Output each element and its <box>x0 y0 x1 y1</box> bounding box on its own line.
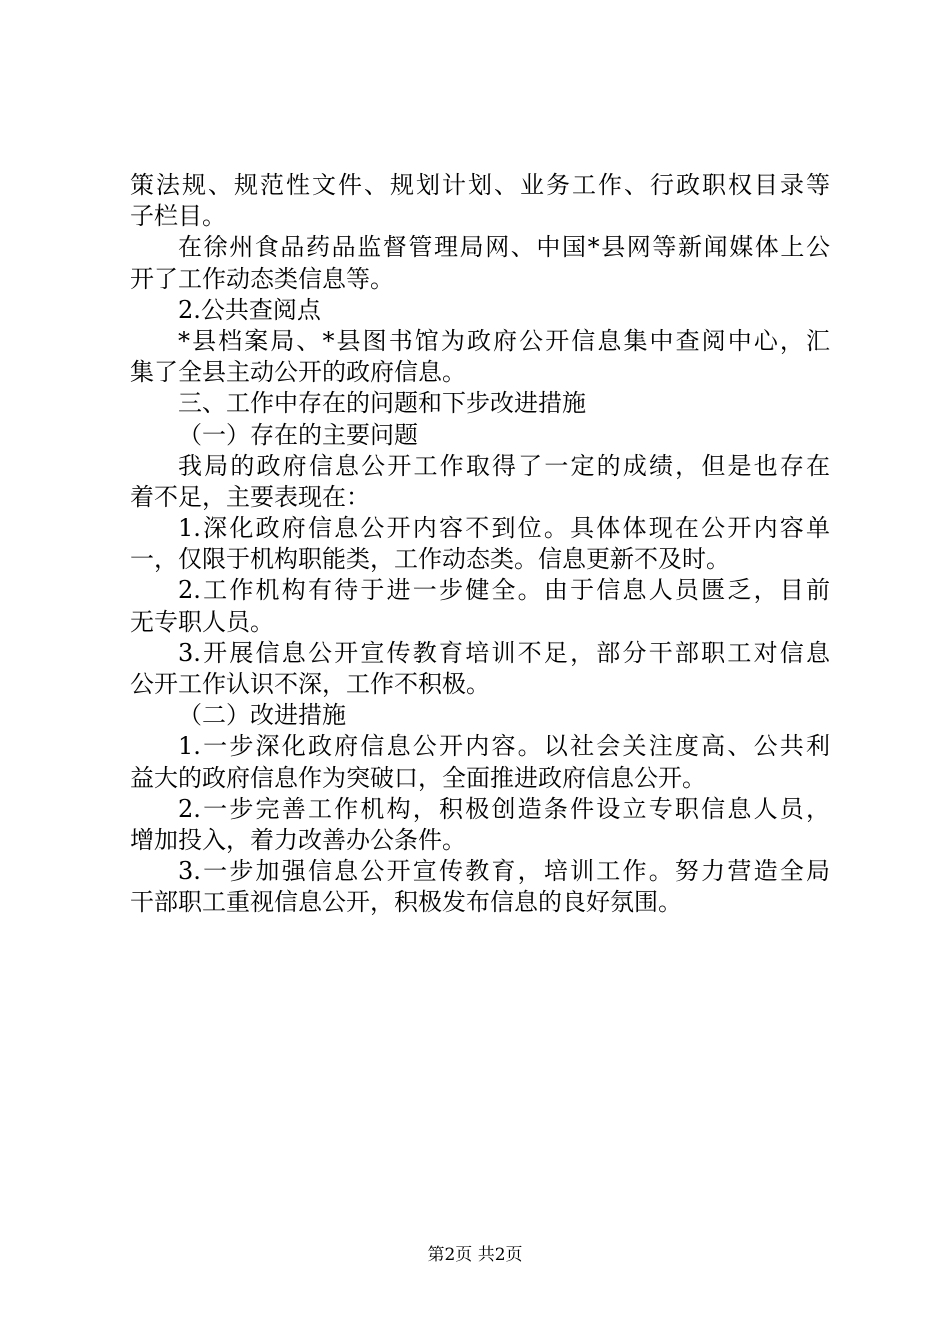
text-line: 2.一步完善工作机构，积极创造条件设立专职信息人员， <box>178 794 830 823</box>
text-line: 我局的政府信息公开工作取得了一定的成绩，但是也存在 <box>178 451 830 480</box>
text-line: 2.公共查阅点 <box>178 295 321 324</box>
text-line: 集了全县主动公开的政府信息。 <box>130 358 466 387</box>
text-line: 无专职人员。 <box>130 607 274 636</box>
text-line: 2.工作机构有待于进一步健全。由于信息人员匮乏，目前 <box>178 576 830 605</box>
text-line: 1.深化政府信息公开内容不到位。具体体现在公开内容单 <box>178 514 830 543</box>
text-line: 干部职工重视信息公开，积极发布信息的良好氛围。 <box>130 888 682 917</box>
page-footer: 第2页 共2页 <box>427 1245 523 1265</box>
text-line: 3.一步加强信息公开宣传教育，培训工作。努力营造全局 <box>178 857 830 886</box>
text-line: 1.一步深化政府信息公开内容。以社会关注度高、公共利 <box>178 732 830 761</box>
text-line: （二）改进措施 <box>178 701 346 730</box>
text-line: 在徐州食品药品监督管理局网、中国*县网等新闻媒体上公 <box>178 233 830 262</box>
text-line: 益大的政府信息作为突破口，全面推进政府信息公开。 <box>130 763 706 792</box>
text-line: 着不足，主要表现在： <box>130 482 370 511</box>
text-line: 三、工作中存在的问题和下步改进措施 <box>178 389 586 418</box>
document-body <box>130 170 830 919</box>
text-line: 子栏目。 <box>130 202 226 231</box>
text-line: 3.开展信息公开宣传教育培训不足，部分干部职工对信息 <box>178 638 830 667</box>
text-line: *县档案局、*县图书馆为政府公开信息集中查阅中心，汇 <box>178 326 830 355</box>
text-line: 增加投入，着力改善办公条件。 <box>130 825 466 854</box>
text-line: 开了工作动态类信息等。 <box>130 264 394 293</box>
text-line: 公开工作认识不深，工作不积极。 <box>130 670 490 698</box>
text-line: （一）存在的主要问题 <box>178 420 418 449</box>
text-line: 策法规、规范性文件、规划计划、业务工作、行政职权目录等 <box>130 171 830 199</box>
text-line: 一，仅限于机构职能类，工作动态类。信息更新不及时。 <box>130 545 730 574</box>
